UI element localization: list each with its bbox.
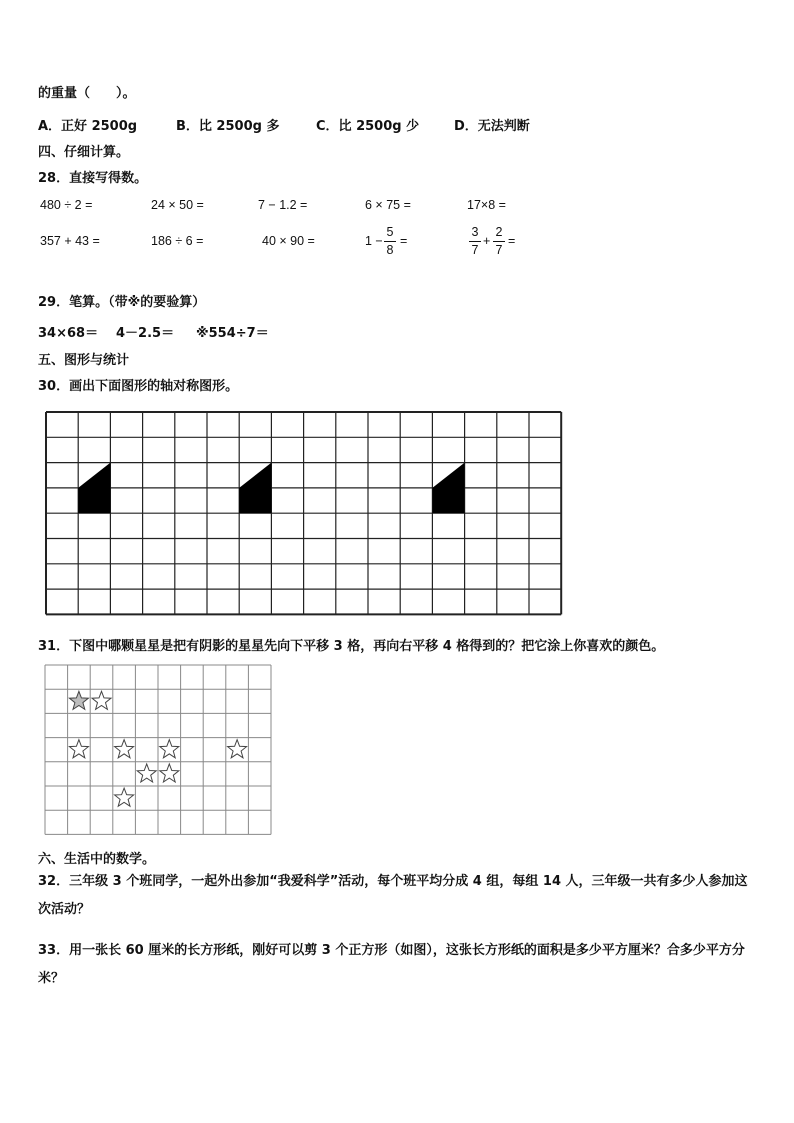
fraction-numerator: 2: [495, 225, 503, 239]
fraction-bar: [469, 241, 481, 242]
star-icon: [115, 740, 134, 758]
star-icon: [115, 788, 134, 806]
fraction-numerator: 3: [471, 225, 479, 239]
q29-item: ※554÷7＝: [196, 326, 269, 341]
star-icon: [92, 691, 111, 709]
q33-text: 33．用一张长 60 厘米的长方形纸，刚好可以剪 3 个正方形（如图），这张长方形纸的面积是多少平方厘米？合多少平方分米？: [38, 943, 745, 986]
section-5-title: 五、图形与统计: [38, 353, 130, 368]
q29-item: 4－2.5＝: [116, 326, 175, 341]
q27-option-a[interactable]: A．正好 2500g: [38, 119, 138, 134]
q28-item: 186 ÷ 6 =: [151, 234, 204, 248]
q31-title: 31．下图中哪颗星星是把有阴影的星星先向下平移 3 格，再向右平移 4 格得到的？把它涂上你喜欢的颜色。: [38, 639, 665, 654]
q27-option-c[interactable]: C．比 2500g 少: [316, 119, 420, 134]
q28-item: 40 × 90 =: [262, 234, 315, 248]
q28-item: 7 − 1.2 =: [258, 198, 308, 212]
section-4-title: 四、仔细计算。: [38, 145, 130, 160]
q29-item: 34×68＝: [38, 326, 99, 341]
fraction-numerator: 5: [386, 225, 394, 239]
q30-grid[interactable]: [44, 410, 566, 616]
q28-frac-equals: =: [508, 234, 516, 248]
fraction-denominator: 8: [386, 243, 394, 257]
q28-item: 24 × 50 =: [151, 198, 204, 212]
q29-title: 29．笔算。（带※的要验算）: [38, 295, 206, 310]
fraction-bar: [493, 241, 505, 242]
q28-item: 6 × 75 =: [365, 198, 411, 212]
q28-item: 357 + 43 =: [40, 234, 100, 248]
shaded-shape: [239, 463, 271, 514]
q31-star-grid[interactable]: [44, 664, 272, 836]
shaded-shape: [78, 463, 110, 514]
q27-option-b[interactable]: B．比 2500g 多: [176, 119, 280, 134]
star-icon: [160, 740, 179, 758]
q27-stem-tail: 的重量（ ）。: [38, 86, 136, 101]
q28-frac-equals: =: [400, 234, 408, 248]
q28-fraction: [469, 225, 481, 258]
q30-title: 30．画出下面图形的轴对称图形。: [38, 379, 239, 394]
q32-text: 32．三年级 3 个班同学，一起外出参加“我爱科学”活动，每个班平均分成 4 组，每组 14 人，三年级一共有多少人参加这次活动？: [38, 874, 748, 917]
fraction-denominator: 7: [495, 243, 503, 257]
star-icon: [160, 764, 179, 782]
fraction-denominator: 7: [471, 243, 479, 257]
fraction-bar: [384, 241, 396, 242]
shaded-shape: [432, 463, 464, 514]
shaded-star-icon: [69, 691, 88, 709]
section-6-title: 六、生活中的数学。: [38, 852, 156, 867]
star-icon: [69, 740, 88, 758]
star-icon: [137, 764, 156, 782]
q27-option-d[interactable]: D．无法判断: [454, 119, 530, 134]
q28-fraction: [493, 225, 505, 258]
star-icon: [228, 740, 247, 758]
q28-item: 480 ÷ 2 =: [40, 198, 93, 212]
q28-item: 17×8 =: [467, 198, 506, 212]
q28-frac-plus: +: [483, 234, 491, 248]
q28-fraction: [384, 225, 396, 258]
q28-frac-lead: 1 −: [365, 234, 383, 248]
q28-title: 28．直接写得数。: [38, 171, 148, 186]
